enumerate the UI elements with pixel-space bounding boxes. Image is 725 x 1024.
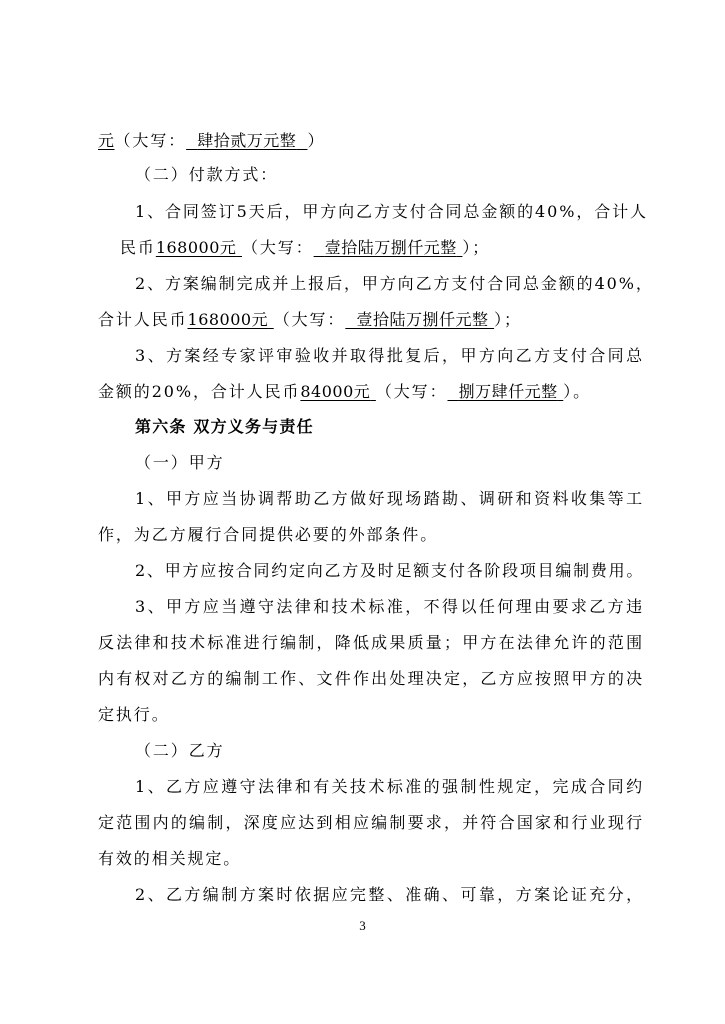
payment-clause-1: 1、合同签订5天后，甲方向乙方支付合同总金额的40%，合计人 bbox=[135, 202, 648, 221]
payment-clause-1-amount: 民币168000元 （大写： 壹拾陆万捌仟元整 ）； bbox=[120, 238, 491, 257]
total-amount-label: （大写： bbox=[114, 131, 187, 150]
party-b-duty-1-cont-1: 定范围内的编制，深度应达到相应编制要求，并符合国家和行业现行 bbox=[98, 813, 644, 832]
payment-3-amount: 84000元 bbox=[300, 382, 371, 401]
payment-total-line bbox=[98, 124, 644, 158]
party-a-duty-3-cont-2: 内有权对乙方的编制工作、文件作出处理决定，乙方应按照甲方的决 bbox=[98, 669, 644, 688]
party-a-heading: （一）甲方 bbox=[135, 453, 225, 472]
payment-1-amount: 168000元 bbox=[155, 238, 237, 257]
party-a-duty-3-cont-3: 定执行。 bbox=[98, 705, 170, 724]
payment-1-amount-words: 壹拾陆万捌仟元整 bbox=[324, 238, 457, 257]
total-amount-close: ） bbox=[307, 131, 326, 150]
page-number: 3 bbox=[359, 918, 366, 933]
payment-clause-2: 2、方案编制完成并上报后，甲方向乙方支付合同总金额的40%， bbox=[135, 274, 654, 293]
party-a-duty-1: 1、甲方应当协调帮助乙方做好现场踏勘、调研和资料收集等工 bbox=[135, 489, 644, 508]
payment-2-amount-words: 壹拾陆万捌仟元整 bbox=[356, 310, 489, 329]
party-b-duty-2: 2、乙方编制方案时依据应完整、准确、可靠，方案论证充分， bbox=[135, 885, 644, 904]
party-a-duty-1-cont: 作，为乙方履行合同提供必要的外部条件。 bbox=[98, 525, 439, 544]
payment-method-heading: （二）付款方式： bbox=[135, 165, 279, 184]
party-b-duty-1-cont-2: 有效的相关规定。 bbox=[98, 849, 242, 868]
payment-3-amount-words: 捌万肆仟元整 bbox=[458, 382, 558, 401]
party-a-duty-2: 2、甲方应按合同约定向乙方及时足额支付各阶段项目编制费用。 bbox=[135, 561, 644, 580]
party-b-duty-1: 1、乙方应遵守法律和有关技术标准的强制性规定，完成合同约 bbox=[135, 777, 644, 796]
payment-2-amount: 168000元 bbox=[187, 310, 269, 329]
total-amount-words: 肆拾贰万元整 bbox=[197, 131, 297, 150]
article-6-heading: 第六条 双方义务与责任 bbox=[135, 417, 314, 436]
payment-clause-2-amount: 合计人民币168000元 （大写： 壹拾陆万捌仟元整 ）； bbox=[98, 310, 522, 329]
total-amount-prefix: 元 bbox=[98, 131, 115, 150]
party-a-duty-3-cont-1: 反法律和技术标准进行编制，降低成果质量；甲方在法律允许的范围 bbox=[98, 633, 644, 652]
payment-clause-3: 3、方案经专家评审验收并取得批复后，甲方向乙方支付合同总 bbox=[135, 346, 644, 365]
party-b-heading: （二）乙方 bbox=[135, 741, 225, 760]
payment-clause-3-amount: 金额的20%，合计人民币84000元 （大写： 捌万肆仟元整 ）。 bbox=[98, 382, 592, 401]
party-a-duty-3: 3、甲方应当遵守法律和技术标准，不得以任何理由要求乙方违 bbox=[135, 597, 644, 616]
